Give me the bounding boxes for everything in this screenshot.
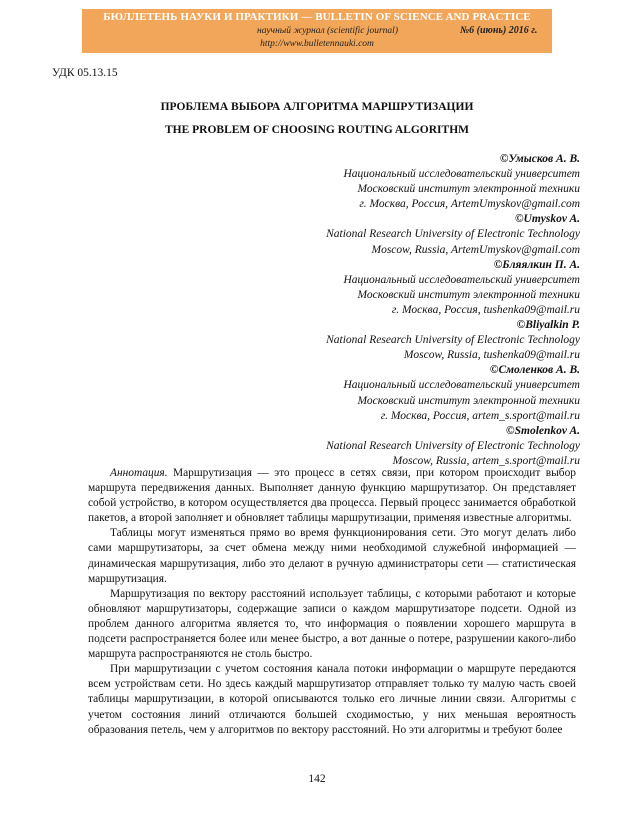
journal-url[interactable]: http://www.bulletennauki.com <box>260 39 374 49</box>
author-affiliation: National Research University of Electronic Technology <box>326 334 580 347</box>
author-affiliation: Московский институт электронной техники <box>357 183 580 196</box>
journal-issue: №6 (июнь) 2016 г. <box>460 25 538 36</box>
author-contact: г. Москва, Россия, artem_s.sport@mail.ru <box>380 409 580 422</box>
body-paragraph: Таблицы могут изменяться прямо во время функционирования сети. Это могут делать либо сами маршрутизаторы, за счет обмена между ними необходимой служебной информацией — динамическая маршрутизация, либо это делают в ручную администраторы сети — статистическая маршрутизация. <box>88 527 576 585</box>
journal-type: научный журнал (scientific journal) <box>257 26 398 36</box>
paper-title-en: THE PROBLEM OF CHOOSING ROUTING ALGORITHM <box>164 124 470 136</box>
abstract-paragraph <box>88 466 576 526</box>
author-block <box>326 152 580 469</box>
author-affiliation: Национальный исследовательский университет <box>343 273 580 286</box>
body-paragraph: Маршрутизация по вектору расстояний использует таблицы, с которыми работают и которые обновляют маршрутизаторы, содержащие записи о каждом маршрутизаторе подсети. Одной из проблем данного алгоритма является то, что информация о появлении хорошего маршрута в подсети распространяется более или менее быстро, а вот данные о потере, разрушении какого-либо маршрута распространяются не столь быстро. <box>88 587 576 661</box>
author-affiliation: Национальный исследовательский университет <box>343 168 580 181</box>
udk-code: УДК 05.13.15 <box>52 67 118 79</box>
author-affiliation: National Research University of Electronic Technology <box>326 228 580 241</box>
author-name: ©Смоленков А. В. <box>489 364 580 377</box>
author-affiliation: Национальный исследовательский университет <box>343 379 580 392</box>
body-paragraph: При маршрутизации с учетом состояния канала потоки информации о маршруте передаются всем устройствам сети. Но здесь каждый маршрутизатор отправляет только ту малую часть своей таблицы маршрутизации, в которой описываются только его личные линии связи. Алгоритмы с учетом состояния линий отличаются большей сходимостью, у них меньшая вероятность образования петель, чем у алгоритмов по вектору расстояний. Но эти алгоритмы и требуют более <box>88 663 576 736</box>
page-number: 142 <box>308 773 326 785</box>
paper-title-ru: ПРОБЛЕМА ВЫБОРА АЛГОРИТМА МАРШРУТИЗАЦИИ <box>160 101 474 113</box>
journal-banner <box>82 9 552 53</box>
author-name: ©Smolenkov A. <box>506 424 580 437</box>
author-name: ©Umyskov A. <box>514 213 580 226</box>
author-contact: г. Москва, Россия, ArtemUmyskov@gmail.com <box>359 198 580 211</box>
abstract-label: Аннотация. <box>110 467 168 479</box>
author-name: ©Бляялкин П. А. <box>493 258 580 271</box>
author-contact: г. Москва, Россия, tushenka09@mail.ru <box>391 303 580 316</box>
author-name: ©Bliyalkin P. <box>516 319 580 332</box>
paragraph-text: Маршрутизация — это процесс в сетях связи, при котором происходит выбор маршрута передвижения данных. Выполняет данную функцию маршрутизатор. Он представляет собой устройство, в котором осуществляется два процесса. Первый процесс занимается обработкой пакетов, а второй заполняет и обновляет таблицы маршрутизации, применяя известные алгоритмы. <box>88 467 576 525</box>
author-affiliation: Московский институт электронной техники <box>357 394 580 407</box>
author-affiliation: National Research University of Electronic Technology <box>326 439 580 452</box>
author-contact: Moscow, Russia, tushenka09@mail.ru <box>403 349 580 362</box>
article-body <box>88 466 576 738</box>
author-contact: Moscow, Russia, ArtemUmyskov@gmail.com <box>371 243 580 256</box>
author-contact: Moscow, Russia, artem_s.sport@mail.ru <box>392 454 580 467</box>
author-affiliation: Московский институт электронной техники <box>357 288 580 301</box>
author-name: ©Умысков А. В. <box>499 153 580 165</box>
journal-title: БЮЛЛЕТЕНЬ НАУКИ И ПРАКТИКИ — BULLETIN OF SCIENCE AND PRACTICE <box>103 11 531 23</box>
